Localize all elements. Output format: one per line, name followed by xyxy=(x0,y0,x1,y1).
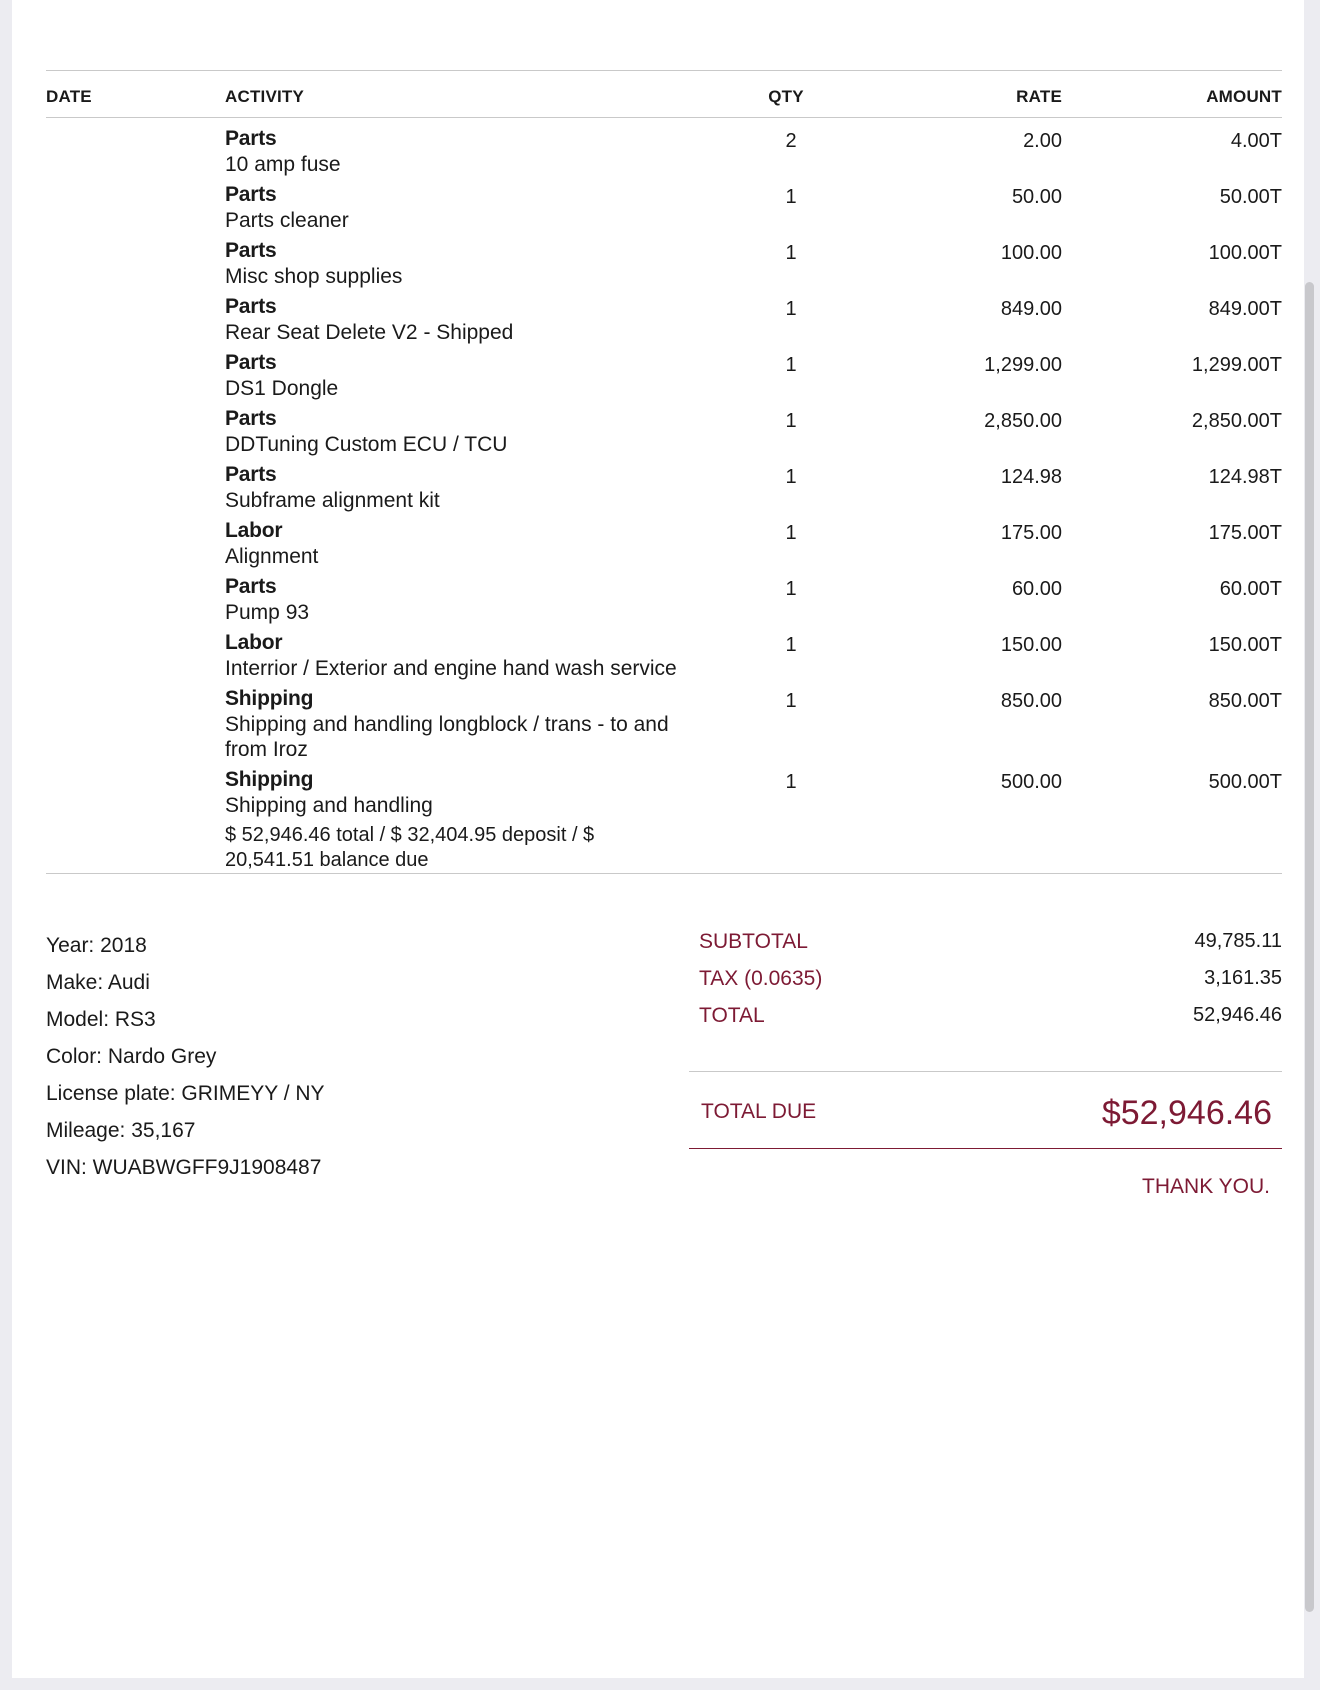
item-description: Pump 93 xyxy=(225,601,310,624)
total-due-label: TOTAL DUE xyxy=(701,1100,817,1123)
tax-label: TAX (0.0635) xyxy=(699,967,823,990)
header-date: DATE xyxy=(46,87,92,106)
item-amount: 500.00T xyxy=(1208,771,1282,793)
table-header xyxy=(46,71,1282,118)
total-row xyxy=(689,1004,1282,1041)
tax-row xyxy=(689,967,1282,1004)
total-due-value: $52,946.46 xyxy=(1101,1094,1272,1132)
item-amount: 850.00T xyxy=(1208,690,1282,712)
item-qty: 1 xyxy=(785,466,797,488)
header-activity: ACTIVITY xyxy=(225,87,305,106)
item-rate: 1,299.00 xyxy=(984,354,1062,376)
header-rate: RATE xyxy=(1016,87,1062,106)
item-description: Interrior / Exterior and engine hand wash service xyxy=(225,657,677,680)
total-due-box xyxy=(689,1071,1282,1149)
invoice-page xyxy=(12,0,1304,1678)
table-row xyxy=(46,182,1282,233)
item-amount: 50.00T xyxy=(1219,186,1282,208)
line-items-table xyxy=(46,70,1282,874)
total-label: TOTAL xyxy=(699,1004,765,1027)
item-amount: 849.00T xyxy=(1208,298,1282,320)
table-body xyxy=(46,118,1282,874)
item-amount: 175.00T xyxy=(1208,522,1282,544)
item-rate: 100.00 xyxy=(1000,242,1062,264)
item-rate: 2.00 xyxy=(1023,130,1062,152)
vehicle-make: Make: Audi xyxy=(46,971,150,994)
table-row xyxy=(46,238,1282,289)
item-rate: 849.00 xyxy=(1000,298,1062,320)
item-qty: 1 xyxy=(785,242,797,264)
item-description: DS1 Dongle xyxy=(225,377,339,400)
table-row xyxy=(46,406,1282,457)
table-row xyxy=(46,126,1282,177)
item-rate: 50.00 xyxy=(1011,186,1062,208)
item-amount: 100.00T xyxy=(1208,242,1282,264)
table-row xyxy=(46,350,1282,401)
item-description: Rear Seat Delete V2 - Shipped xyxy=(225,321,514,344)
item-type: Parts xyxy=(225,463,277,486)
item-rate: 850.00 xyxy=(1000,690,1062,712)
item-type: Labor xyxy=(225,519,283,542)
item-description: 10 amp fuse xyxy=(225,153,341,176)
item-qty: 1 xyxy=(785,634,797,656)
item-amount: 2,850.00T xyxy=(1191,410,1282,432)
item-rate: 150.00 xyxy=(1000,634,1062,656)
table-row xyxy=(46,462,1282,513)
vehicle-vin: VIN: WUABWGFF9J1908487 xyxy=(46,1156,322,1179)
subtotal-value: 49,785.11 xyxy=(1194,930,1282,952)
item-description: Shipping and handling longblock / trans - to and from Iroz xyxy=(225,713,669,761)
total-value: 52,946.46 xyxy=(1193,1004,1282,1026)
totals-block xyxy=(689,930,1282,1041)
item-type: Parts xyxy=(225,351,277,374)
item-qty: 1 xyxy=(785,578,797,600)
item-type: Parts xyxy=(225,183,277,206)
item-amount: 150.00T xyxy=(1208,634,1282,656)
header-amount: AMOUNT xyxy=(1206,87,1282,106)
item-qty: 1 xyxy=(785,690,797,712)
item-amount: 4.00T xyxy=(1230,130,1282,152)
item-qty: 2 xyxy=(785,130,797,152)
vehicle-model: Model: RS3 xyxy=(46,1008,156,1031)
table-row xyxy=(46,630,1282,681)
table-row xyxy=(46,574,1282,625)
item-type: Parts xyxy=(225,295,277,318)
tax-value: 3,161.35 xyxy=(1204,967,1282,989)
vehicle-color: Color: Nardo Grey xyxy=(46,1045,217,1068)
item-description: Shipping and handling xyxy=(225,794,433,817)
item-type: Shipping xyxy=(225,768,314,791)
item-type: Parts xyxy=(225,575,277,598)
vehicle-year: Year: 2018 xyxy=(46,934,147,957)
header-qty: QTY xyxy=(768,87,804,106)
subtotal-row xyxy=(689,930,1282,967)
item-type: Labor xyxy=(225,631,283,654)
item-qty: 1 xyxy=(785,298,797,320)
item-qty: 1 xyxy=(785,186,797,208)
table-row xyxy=(46,294,1282,345)
table-row xyxy=(46,767,1282,818)
subtotal-label: SUBTOTAL xyxy=(699,930,808,953)
item-description: Parts cleaner xyxy=(225,209,349,232)
balance-note: $ 52,946.46 total / $ 32,404.95 deposit / $ 20,541.51 balance due xyxy=(225,824,595,871)
item-rate: 124.98 xyxy=(1000,466,1062,488)
table-row xyxy=(46,686,1282,762)
vehicle-info xyxy=(46,927,546,1186)
item-type: Shipping xyxy=(225,687,314,710)
item-description: Subframe alignment kit xyxy=(225,489,440,512)
vehicle-plate: License plate: GRIMEYY / NY xyxy=(46,1082,325,1105)
item-rate: 60.00 xyxy=(1011,578,1062,600)
item-type: Parts xyxy=(225,407,277,430)
item-rate: 2,850.00 xyxy=(984,410,1062,432)
scrollbar-thumb[interactable] xyxy=(1305,282,1314,1612)
item-qty: 1 xyxy=(785,410,797,432)
item-type: Parts xyxy=(225,239,277,262)
thank-you-message: THANK YOU. xyxy=(1142,1175,1270,1198)
vehicle-mileage: Mileage: 35,167 xyxy=(46,1119,196,1142)
item-amount: 60.00T xyxy=(1219,578,1282,600)
item-qty: 1 xyxy=(785,522,797,544)
item-rate: 500.00 xyxy=(1000,771,1062,793)
item-type: Parts xyxy=(225,127,277,150)
item-rate: 175.00 xyxy=(1000,522,1062,544)
item-description: DDTuning Custom ECU / TCU xyxy=(225,433,508,456)
item-description: Misc shop supplies xyxy=(225,265,403,288)
item-amount: 1,299.00T xyxy=(1191,354,1282,376)
item-qty: 1 xyxy=(785,354,797,376)
table-row xyxy=(46,518,1282,569)
item-description: Alignment xyxy=(225,545,319,568)
item-qty: 1 xyxy=(785,771,797,793)
item-amount: 124.98T xyxy=(1208,466,1282,488)
